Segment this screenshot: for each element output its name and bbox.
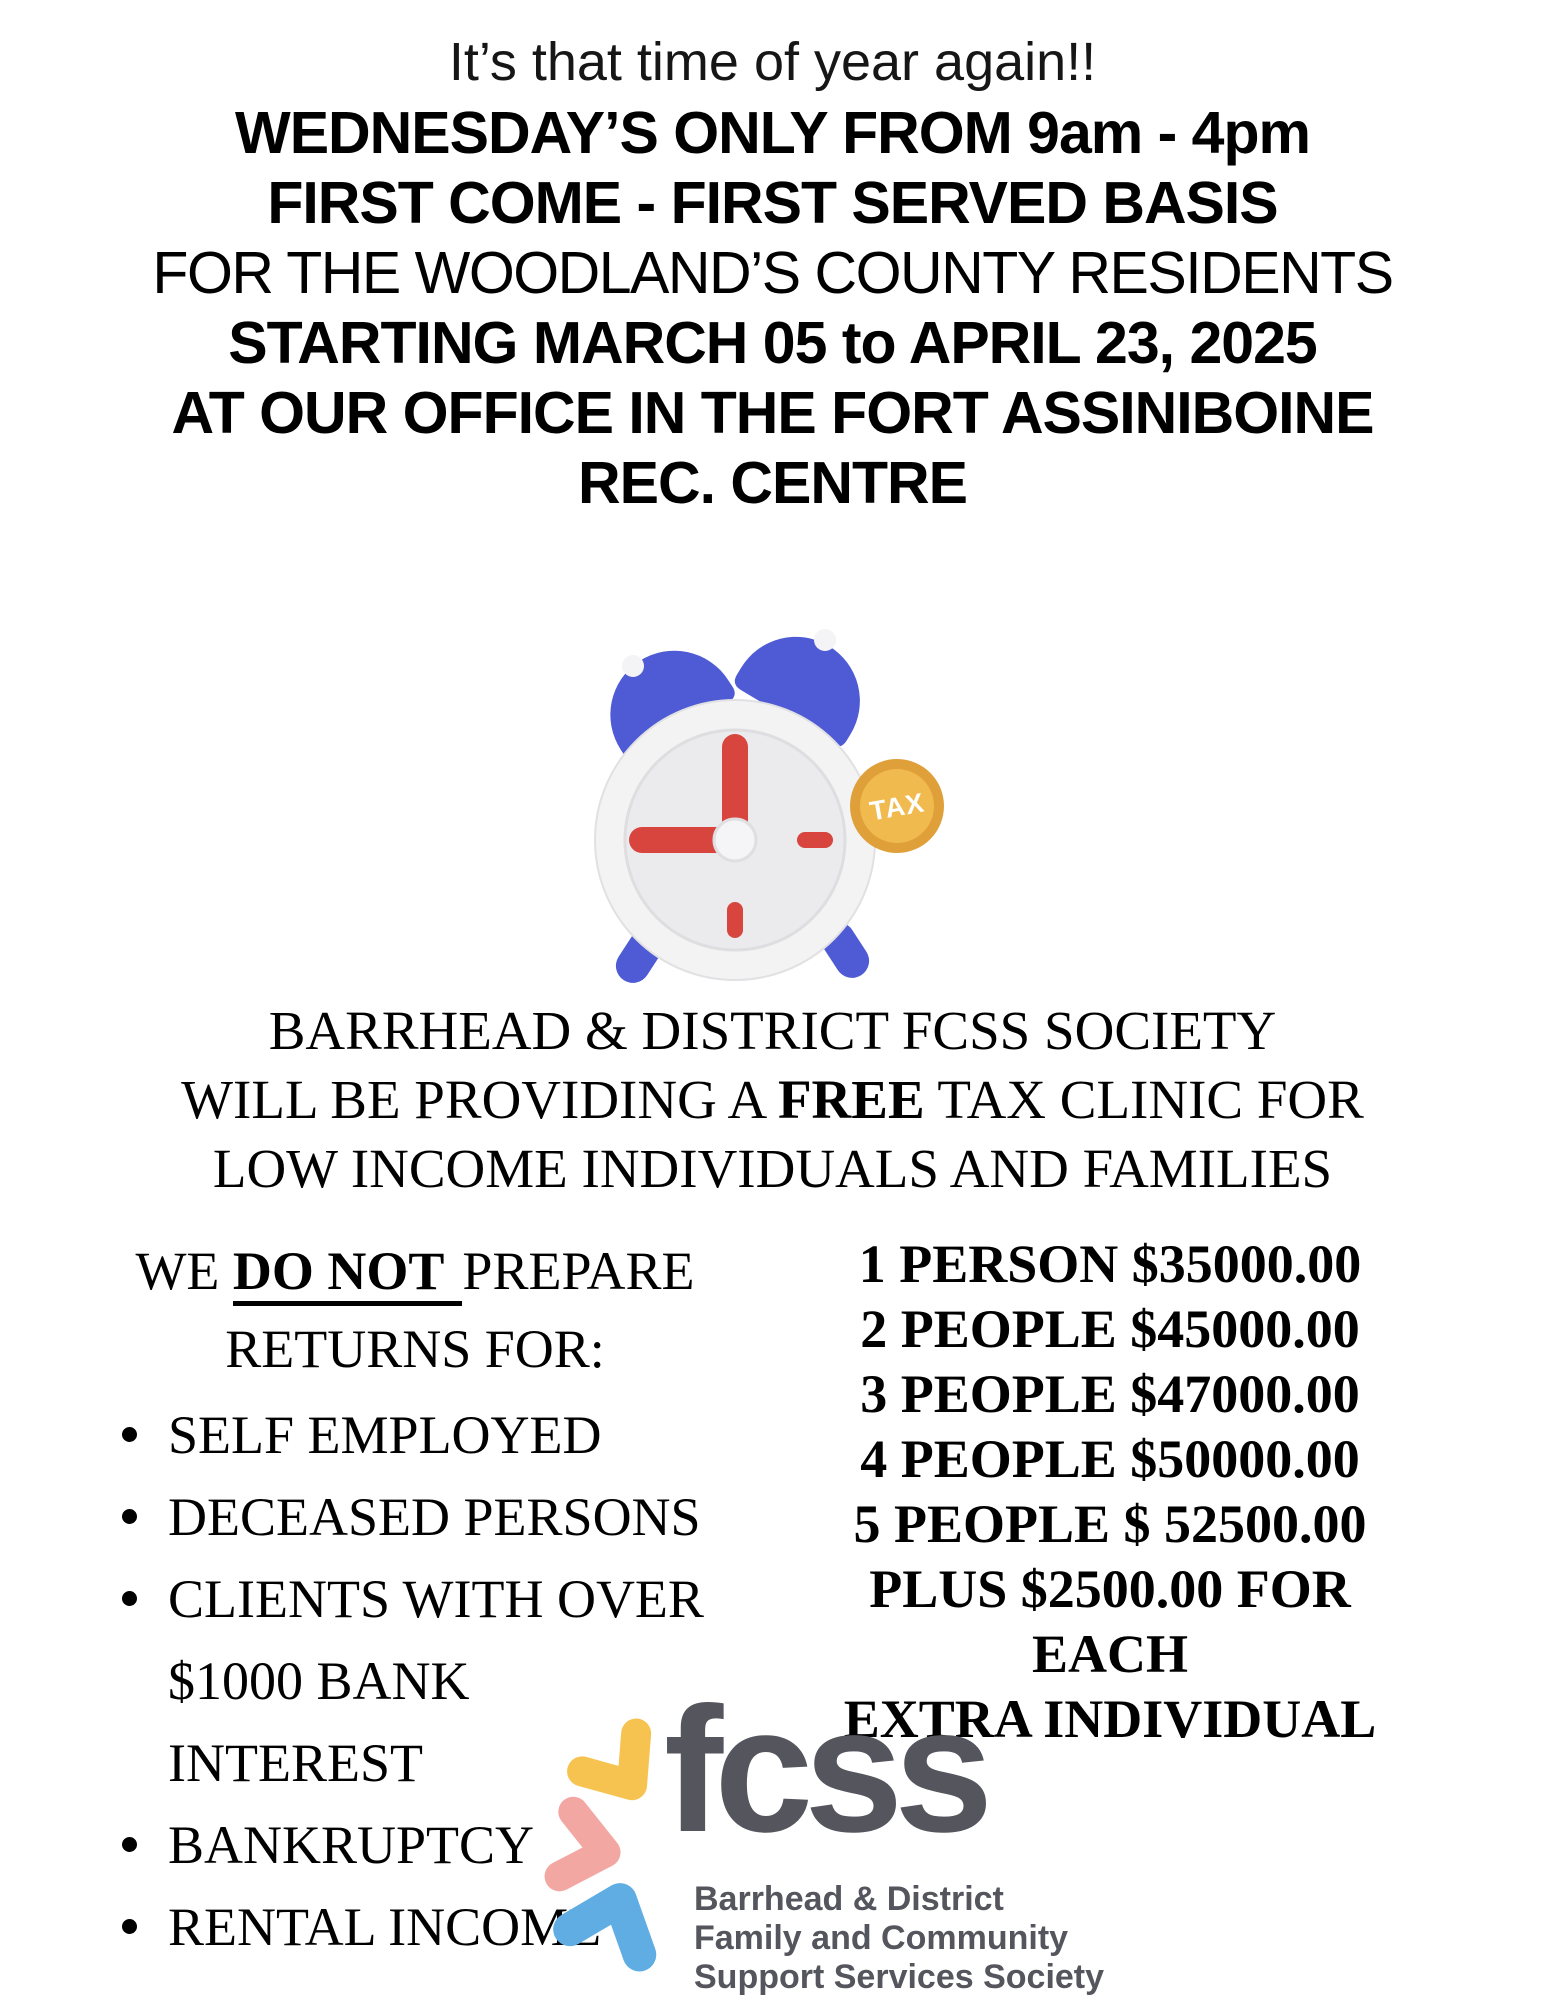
list-item-label: BANKRUPTCY [168,1815,535,1875]
alarm-clock-illustration [563,618,959,983]
org-line: Barrhead & District [694,1880,1004,1918]
headline-line-residents: FOR THE WOODLAND’S COUNTY RESIDENTS [152,240,1393,306]
about-block [0,996,1545,1203]
fcss-logo-chevrons [533,1688,685,1998]
about-line-free-clinic [0,1065,1545,1134]
about-line2-prefix: WILL BE PROVIDING A [181,1069,778,1130]
income-row: 4 PEOPLE $50000.00 [860,1429,1360,1489]
income-extra-line: EXTRA INDIVIDUAL [843,1689,1377,1749]
income-row: 1 PERSON $35000.00 [858,1234,1362,1294]
tax-coin-label: TAX [867,787,927,827]
list-item-label: $1000 BANK INTEREST [168,1651,470,1793]
org-line: Support Services Society [694,1958,1105,1996]
list-item [110,1394,720,1476]
exclusions-heading-line2: RETURNS FOR: [225,1319,605,1379]
income-extra-line: PLUS $2500.00 FOR EACH [869,1559,1351,1684]
income-row: 3 PEOPLE $47000.00 [860,1364,1360,1424]
headline-line-location: AT OUR OFFICE IN THE FORT ASSINIBOINE [171,380,1374,446]
list-item-label: RENTAL INCOME [168,1897,602,1957]
fcss-wordmark: fcss [664,1670,985,1869]
list-item [110,1558,720,1640]
logo-chevron-yellow [582,1734,659,1805]
headline-line-first-come: FIRST COME - FIRST SERVED BASIS [267,170,1278,236]
income-row: 5 PEOPLE $ 52500.00 [853,1494,1367,1554]
clock-center-cap [714,819,756,861]
income-row: 2 PEOPLE $45000.00 [860,1299,1360,1359]
fcss-logo-icon [533,1688,685,1998]
alarm-clock-svg [563,618,959,983]
exclusions-heading-suffix: PREPARE [462,1241,695,1301]
intro-line: It’s that time of year again!! [448,32,1097,92]
exclusions-heading [110,1232,720,1388]
headline-line-dates: STARTING MARCH 05 to APRIL 23, 2025 [228,310,1317,376]
list-item-label: DECEASED PERSONS [168,1487,701,1547]
headline-line-rec-centre: REC. CENTRE [578,450,967,516]
headline-block [0,26,1545,518]
logo-chevron-pink [560,1812,613,1885]
tax-coin-icon [850,759,944,853]
logo-chevron-blue [570,1887,655,1954]
exclusions-heading-emphasis: DO NOT [233,1241,463,1306]
org-line: Family and Community [694,1919,1069,1957]
about-line2-suffix: TAX CLINIC FOR [924,1069,1364,1130]
fcss-org-name [694,1880,1104,1997]
about-line2-free: FREE [777,1069,925,1130]
headline-line-schedule: WEDNESDAY’S ONLY FROM 9am - 4pm [235,100,1310,166]
list-item-label: CLIENTS WITH OVER [168,1569,704,1629]
about-line-society: BARRHEAD & DISTRICT FCSS SOCIETY [268,1000,1277,1061]
list-item [110,1476,720,1558]
about-line-low-income: LOW INCOME INDIVIDUALS AND FAMILIES [212,1138,1333,1199]
exclusions-heading-prefix: WE [135,1241,233,1301]
list-item-label: SELF EMPLOYED [168,1405,602,1465]
